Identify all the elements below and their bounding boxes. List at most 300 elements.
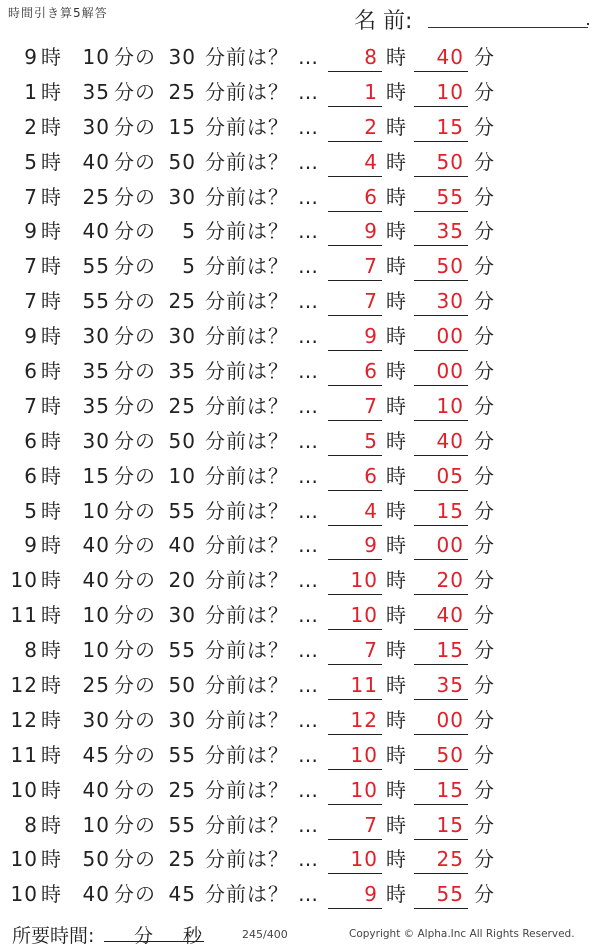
problem-start-minute: 10	[82, 812, 110, 837]
problem-subtract-minutes: 30	[168, 707, 196, 732]
answer-minute-unit: 分	[474, 847, 495, 872]
problem-subtract-minutes: 25	[168, 393, 196, 418]
problem-row	[0, 424, 600, 459]
hour-unit: 時	[41, 812, 62, 837]
minute-of-unit: 分の	[114, 498, 156, 523]
answer-hour-unit: 時	[386, 45, 407, 69]
answer-minute-line[interactable]	[414, 699, 468, 700]
problem-start-minute: 25	[82, 673, 110, 698]
before-question: 分前は？	[205, 149, 289, 174]
before-question: 分前は？	[205, 428, 289, 453]
before-question: 分前は？	[205, 184, 289, 209]
problem-subtract-minutes: 55	[168, 498, 196, 523]
hour-unit: 時	[41, 463, 62, 488]
answer-minute-line[interactable]	[414, 211, 468, 212]
answer-minute-line[interactable]	[414, 839, 468, 840]
minute-of-unit: 分の	[114, 289, 156, 314]
answer-hour: 10	[350, 603, 378, 628]
problem-start-minute: 40	[82, 219, 110, 244]
problem-start-hour: 6	[24, 359, 38, 384]
answer-hour-line[interactable]	[328, 280, 382, 281]
answer-minute-line[interactable]	[414, 525, 468, 526]
before-question: 分前は？	[205, 219, 289, 244]
answer-minute-unit: 分	[474, 359, 495, 384]
answer-minute-line[interactable]	[414, 804, 468, 805]
answer-hour-line[interactable]	[328, 873, 382, 874]
answer-hour-unit: 時	[386, 254, 407, 279]
time-minutes-unit: 分	[134, 925, 154, 947]
problem-row	[0, 319, 600, 354]
problem-start-hour: 5	[24, 149, 38, 174]
ellipsis: …	[298, 533, 318, 558]
problem-row	[0, 703, 600, 738]
answer-hour: 10	[350, 742, 378, 767]
answer-hour-line[interactable]	[328, 455, 382, 456]
answer-hour-unit: 時	[386, 603, 407, 628]
answer-hour-unit: 時	[386, 184, 407, 209]
answer-hour: 4	[364, 149, 378, 174]
answer-hour-unit: 時	[386, 149, 407, 174]
ellipsis: …	[298, 45, 318, 69]
problem-start-hour: 7	[24, 393, 38, 418]
minute-of-unit: 分の	[114, 184, 156, 209]
answer-minute-line[interactable]	[414, 873, 468, 874]
ellipsis: …	[298, 79, 318, 104]
answer-minute-unit: 分	[474, 79, 495, 104]
minute-of-unit: 分の	[114, 393, 156, 418]
answer-hour-line[interactable]	[328, 664, 382, 665]
answer-hour: 7	[364, 289, 378, 314]
answer-minute: 35	[436, 219, 464, 244]
hour-unit: 時	[41, 498, 62, 523]
minute-of-unit: 分の	[114, 359, 156, 384]
answer-minute-line[interactable]	[414, 769, 468, 770]
before-question: 分前は？	[205, 289, 289, 314]
problem-subtract-minutes: 50	[168, 673, 196, 698]
problem-start-hour: 10	[10, 847, 38, 872]
answer-minute: 55	[436, 882, 464, 907]
answer-hour-line[interactable]	[328, 734, 382, 735]
problem-start-minute: 10	[82, 603, 110, 628]
before-question: 分前は？	[205, 707, 289, 732]
answer-hour-line[interactable]	[328, 106, 382, 107]
name-area	[354, 4, 594, 34]
problem-row	[0, 528, 600, 563]
answer-minute-unit: 分	[474, 638, 495, 663]
answer-minute-line[interactable]	[414, 350, 468, 351]
ellipsis: …	[298, 568, 318, 593]
problem-subtract-minutes: 15	[168, 114, 196, 139]
answer-hour-unit: 時	[386, 777, 407, 802]
answer-hour: 5	[364, 428, 378, 453]
answer-hour-line[interactable]	[328, 211, 382, 212]
answer-minute-unit: 分	[474, 254, 495, 279]
name-write-line[interactable]	[428, 27, 588, 28]
problem-subtract-minutes: 5	[182, 219, 196, 244]
answer-minute-line[interactable]	[414, 385, 468, 386]
answer-hour-line[interactable]	[328, 245, 382, 246]
hour-unit: 時	[41, 324, 62, 349]
minute-of-unit: 分の	[114, 882, 156, 907]
problem-start-hour: 7	[24, 254, 38, 279]
answer-minute: 00	[436, 359, 464, 384]
problem-start-hour: 8	[24, 812, 38, 837]
minute-of-unit: 分の	[114, 707, 156, 732]
problem-row	[0, 354, 600, 389]
before-question: 分前は？	[205, 812, 289, 837]
problem-row	[0, 214, 600, 249]
problem-start-hour: 2	[24, 114, 38, 139]
minute-of-unit: 分の	[114, 254, 156, 279]
problem-row	[0, 598, 600, 633]
answer-minute-unit: 分	[474, 324, 495, 349]
answer-hour-unit: 時	[386, 289, 407, 314]
answer-hour-unit: 時	[386, 812, 407, 837]
problem-start-hour: 7	[24, 184, 38, 209]
answer-minute-unit: 分	[474, 45, 495, 69]
before-question: 分前は？	[205, 777, 289, 802]
problem-subtract-minutes: 25	[168, 777, 196, 802]
problem-row	[0, 808, 600, 843]
problem-row	[0, 738, 600, 773]
answer-minute-unit: 分	[474, 114, 495, 139]
problem-subtract-minutes: 25	[168, 847, 196, 872]
ellipsis: …	[298, 219, 318, 244]
minute-of-unit: 分の	[114, 324, 156, 349]
answer-minute: 00	[436, 324, 464, 349]
answer-minute-line[interactable]	[414, 245, 468, 246]
problem-start-minute: 45	[82, 742, 110, 767]
answer-hour: 4	[364, 498, 378, 523]
before-question: 分前は？	[205, 847, 289, 872]
answer-minute-line[interactable]	[414, 280, 468, 281]
minute-of-unit: 分の	[114, 428, 156, 453]
answer-minute: 50	[436, 742, 464, 767]
answer-hour-unit: 時	[386, 673, 407, 698]
problem-row	[0, 249, 600, 284]
name-line-dot	[587, 23, 589, 25]
problem-subtract-minutes: 45	[168, 882, 196, 907]
answer-hour-unit: 時	[386, 707, 407, 732]
worksheet-title: 時間引き算5解答	[8, 6, 108, 20]
problem-subtract-minutes: 35	[168, 359, 196, 384]
ellipsis: …	[298, 463, 318, 488]
answer-hour-line[interactable]	[328, 594, 382, 595]
ellipsis: …	[298, 638, 318, 663]
answer-hour: 7	[364, 812, 378, 837]
answer-minute-unit: 分	[474, 673, 495, 698]
answer-minute-unit: 分	[474, 777, 495, 802]
problem-start-minute: 40	[82, 568, 110, 593]
minute-of-unit: 分の	[114, 847, 156, 872]
problem-start-minute: 40	[82, 533, 110, 558]
ellipsis: …	[298, 498, 318, 523]
answer-minute: 00	[436, 533, 464, 558]
before-question: 分前は？	[205, 463, 289, 488]
problem-subtract-minutes: 20	[168, 568, 196, 593]
answer-hour-unit: 時	[386, 638, 407, 663]
answer-minute: 40	[436, 428, 464, 453]
before-question: 分前は？	[205, 882, 289, 907]
ellipsis: …	[298, 777, 318, 802]
minute-of-unit: 分の	[114, 79, 156, 104]
hour-unit: 時	[41, 289, 62, 314]
problem-row	[0, 180, 600, 215]
problem-start-hour: 10	[10, 777, 38, 802]
answer-minute-line[interactable]	[414, 420, 468, 421]
answer-minute-line[interactable]	[414, 629, 468, 630]
answer-hour-unit: 時	[386, 428, 407, 453]
ellipsis: …	[298, 812, 318, 837]
problem-start-minute: 35	[82, 359, 110, 384]
problem-start-hour: 12	[10, 707, 38, 732]
hour-unit: 時	[41, 79, 62, 104]
answer-hour-unit: 時	[386, 359, 407, 384]
problem-subtract-minutes: 30	[168, 324, 196, 349]
minute-of-unit: 分の	[114, 114, 156, 139]
answer-minute-line[interactable]	[414, 141, 468, 142]
ellipsis: …	[298, 184, 318, 209]
hour-unit: 時	[41, 149, 62, 174]
hour-unit: 時	[41, 254, 62, 279]
answer-hour-line[interactable]	[328, 525, 382, 526]
answer-hour-line[interactable]	[328, 629, 382, 630]
hour-unit: 時	[41, 742, 62, 767]
problem-start-minute: 30	[82, 324, 110, 349]
answer-hour-line[interactable]	[328, 385, 382, 386]
answer-hour: 11	[350, 673, 378, 698]
answer-hour: 9	[364, 533, 378, 558]
before-question: 分前は？	[205, 673, 289, 698]
problem-start-hour: 9	[24, 219, 38, 244]
answer-hour-unit: 時	[386, 847, 407, 872]
answer-minute-line[interactable]	[414, 559, 468, 560]
answer-minute-unit: 分	[474, 812, 495, 837]
problem-start-minute: 40	[82, 882, 110, 907]
problem-subtract-minutes: 5	[182, 254, 196, 279]
hour-unit: 時	[41, 114, 62, 139]
hour-unit: 時	[41, 603, 62, 628]
answer-hour: 10	[350, 777, 378, 802]
answer-hour-line[interactable]	[328, 769, 382, 770]
answer-minute: 25	[436, 847, 464, 872]
answer-hour-unit: 時	[386, 533, 407, 558]
hour-unit: 時	[41, 777, 62, 802]
answer-minute: 10	[436, 393, 464, 418]
minute-of-unit: 分の	[114, 673, 156, 698]
minute-of-unit: 分の	[114, 812, 156, 837]
time-seconds-unit: 秒	[183, 925, 203, 947]
answer-hour-line[interactable]	[328, 176, 382, 177]
answer-minute-line[interactable]	[414, 71, 468, 72]
answer-hour: 10	[350, 847, 378, 872]
problem-subtract-minutes: 30	[168, 184, 196, 209]
before-question: 分前は？	[205, 45, 289, 69]
hour-unit: 時	[41, 533, 62, 558]
ellipsis: …	[298, 393, 318, 418]
answer-hour: 10	[350, 568, 378, 593]
minute-of-unit: 分の	[114, 149, 156, 174]
answer-minute-line[interactable]	[414, 734, 468, 735]
before-question: 分前は？	[205, 79, 289, 104]
answer-minute-unit: 分	[474, 707, 495, 732]
problem-start-minute: 40	[82, 777, 110, 802]
answer-hour-unit: 時	[386, 114, 407, 139]
before-question: 分前は？	[205, 324, 289, 349]
problem-subtract-minutes: 50	[168, 428, 196, 453]
minute-of-unit: 分の	[114, 742, 156, 767]
answer-minute-unit: 分	[474, 289, 495, 314]
problem-row	[0, 284, 600, 319]
before-question: 分前は？	[205, 254, 289, 279]
before-question: 分前は？	[205, 114, 289, 139]
problem-start-minute: 15	[82, 463, 110, 488]
minute-of-unit: 分の	[114, 219, 156, 244]
ellipsis: …	[298, 289, 318, 314]
answer-hour-line[interactable]	[328, 699, 382, 700]
before-question: 分前は？	[205, 533, 289, 558]
answer-minute-unit: 分	[474, 603, 495, 628]
problem-row	[0, 459, 600, 494]
problem-row	[0, 389, 600, 424]
answer-hour: 7	[364, 638, 378, 663]
answer-minute-line[interactable]	[414, 106, 468, 107]
answer-minute-unit: 分	[474, 498, 495, 523]
answer-minute: 30	[436, 289, 464, 314]
answer-minute: 05	[436, 463, 464, 488]
answer-hour-line[interactable]	[328, 839, 382, 840]
answer-minute-unit: 分	[474, 428, 495, 453]
minute-of-unit: 分の	[114, 533, 156, 558]
hour-unit: 時	[41, 428, 62, 453]
answer-minute: 15	[436, 638, 464, 663]
problem-start-minute: 55	[82, 289, 110, 314]
answer-hour-unit: 時	[386, 498, 407, 523]
problem-start-hour: 5	[24, 498, 38, 523]
hour-unit: 時	[41, 882, 62, 907]
problem-row	[0, 877, 600, 912]
minute-of-unit: 分の	[114, 45, 156, 69]
answer-hour: 2	[364, 114, 378, 139]
answer-minute-line[interactable]	[414, 908, 468, 909]
problem-row	[0, 563, 600, 598]
answer-hour-unit: 時	[386, 219, 407, 244]
ellipsis: …	[298, 707, 318, 732]
answer-hour: 8	[364, 45, 378, 69]
minute-of-unit: 分の	[114, 777, 156, 802]
problem-start-minute: 50	[82, 847, 110, 872]
answer-hour-line[interactable]	[328, 804, 382, 805]
ellipsis: …	[298, 428, 318, 453]
answer-hour-line[interactable]	[328, 315, 382, 316]
answer-hour: 1	[364, 79, 378, 104]
problem-start-minute: 35	[82, 79, 110, 104]
answer-minute-unit: 分	[474, 219, 495, 244]
problem-subtract-minutes: 25	[168, 79, 196, 104]
answer-minute-unit: 分	[474, 742, 495, 767]
ellipsis: …	[298, 254, 318, 279]
answer-minute: 40	[436, 603, 464, 628]
answer-hour-line[interactable]	[328, 71, 382, 72]
problem-start-hour: 9	[24, 533, 38, 558]
ellipsis: …	[298, 673, 318, 698]
answer-hour-line[interactable]	[328, 908, 382, 909]
answer-hour-unit: 時	[386, 568, 407, 593]
problem-start-minute: 55	[82, 254, 110, 279]
problem-start-minute: 30	[82, 428, 110, 453]
copyright-notice: Copyright © Alpha.Inc All Rights Reserved.	[349, 928, 575, 940]
problem-row	[0, 75, 600, 110]
answer-minute: 15	[436, 114, 464, 139]
answer-minute-unit: 分	[474, 882, 495, 907]
problem-start-hour: 10	[10, 882, 38, 907]
ellipsis: …	[298, 742, 318, 767]
hour-unit: 時	[41, 707, 62, 732]
problem-start-hour: 11	[10, 603, 38, 628]
minute-of-unit: 分の	[114, 568, 156, 593]
problem-start-minute: 10	[82, 45, 110, 69]
problem-start-hour: 9	[24, 324, 38, 349]
problem-row	[0, 633, 600, 668]
ellipsis: …	[298, 149, 318, 174]
answer-hour: 9	[364, 882, 378, 907]
answer-minute: 00	[436, 707, 464, 732]
problem-start-minute: 10	[82, 638, 110, 663]
answer-minute: 15	[436, 777, 464, 802]
problem-row	[0, 494, 600, 529]
answer-minute: 50	[436, 254, 464, 279]
answer-hour-line[interactable]	[328, 420, 382, 421]
problem-subtract-minutes: 50	[168, 149, 196, 174]
problem-start-hour: 10	[10, 568, 38, 593]
answer-hour-line[interactable]	[328, 141, 382, 142]
answer-hour: 9	[364, 324, 378, 349]
answer-hour: 6	[364, 359, 378, 384]
problem-subtract-minutes: 10	[168, 463, 196, 488]
before-question: 分前は？	[205, 498, 289, 523]
name-label: 名 前:	[354, 9, 413, 34]
answer-hour-line[interactable]	[328, 490, 382, 491]
answer-minute-line[interactable]	[414, 490, 468, 491]
answer-hour-unit: 時	[386, 882, 407, 907]
problem-start-minute: 25	[82, 184, 110, 209]
before-question: 分前は？	[205, 393, 289, 418]
problem-start-hour: 12	[10, 673, 38, 698]
ellipsis: …	[298, 847, 318, 872]
answer-hour: 12	[350, 707, 378, 732]
answer-minute-line[interactable]	[414, 315, 468, 316]
hour-unit: 時	[41, 219, 62, 244]
answer-hour-line[interactable]	[328, 559, 382, 560]
answer-hour-unit: 時	[386, 463, 407, 488]
answer-hour: 6	[364, 463, 378, 488]
answer-minute-line[interactable]	[414, 176, 468, 177]
problem-start-hour: 7	[24, 289, 38, 314]
hour-unit: 時	[41, 393, 62, 418]
answer-minute: 50	[436, 149, 464, 174]
problem-row	[0, 145, 600, 180]
answer-minute-line[interactable]	[414, 455, 468, 456]
answer-minute-line[interactable]	[414, 664, 468, 665]
hour-unit: 時	[41, 45, 62, 69]
answer-hour-unit: 時	[386, 324, 407, 349]
answer-hour: 7	[364, 393, 378, 418]
hour-unit: 時	[41, 359, 62, 384]
hour-unit: 時	[41, 847, 62, 872]
answer-hour-line[interactable]	[328, 350, 382, 351]
problem-start-minute: 30	[82, 114, 110, 139]
answer-minute-line[interactable]	[414, 594, 468, 595]
